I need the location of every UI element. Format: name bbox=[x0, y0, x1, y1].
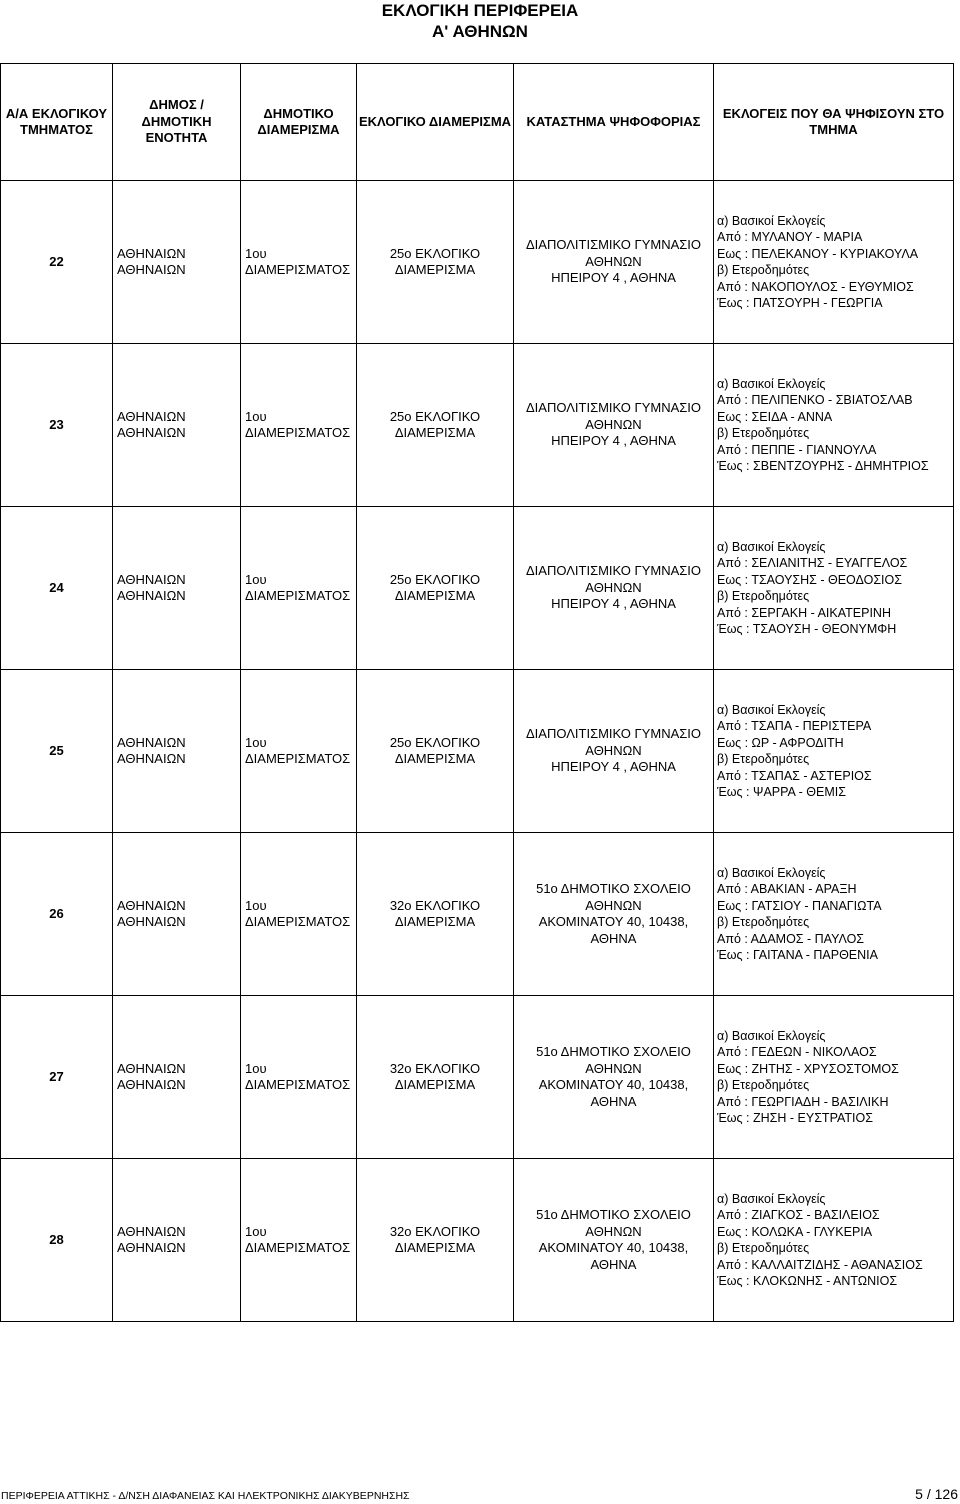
polling-station-cell-line: ΑΘΗΝΩΝ bbox=[585, 253, 642, 269]
electoral-district-cell bbox=[357, 181, 514, 344]
electoral-district-cell bbox=[357, 833, 514, 996]
voters-cell-line: β) Ετεροδημότες bbox=[717, 426, 810, 440]
municipality-cell bbox=[113, 996, 241, 1159]
section-number: 27 bbox=[1, 996, 113, 1159]
table-row bbox=[1, 833, 954, 996]
voters-cell-line: β) Ετεροδημότες bbox=[717, 589, 810, 603]
municipal-district-cell bbox=[241, 507, 357, 670]
polling-station-cell-line: ΗΠΕΙΡΟΥ 4 , ΑΘΗΝΑ bbox=[551, 596, 676, 612]
section-number: 26 bbox=[1, 833, 113, 996]
voters-cell-line: Έως : ΠΑΤΣΟΥΡΗ - ΓΕΩΡΓΙΑ bbox=[717, 296, 883, 310]
voters-cell-line: α) Βασικοί Εκλογείς bbox=[717, 1028, 826, 1043]
voters-cell-line: Εως : ΓΑΤΣΙΟΥ - ΠΑΝΑΓΙΩΤΑ bbox=[717, 898, 882, 913]
table-header-row bbox=[1, 64, 954, 181]
municipality-cell bbox=[113, 344, 241, 507]
municipality-cell bbox=[113, 181, 241, 344]
electoral-district-cell bbox=[357, 996, 514, 1159]
voters-cell-line: Εως : ΖΗΤΗΣ - ΧΡΥΣΟΣΤΟΜΟΣ bbox=[717, 1061, 899, 1076]
municipal-district-cell bbox=[241, 996, 357, 1159]
polling-station-cell-line: ΑΘΗΝΩΝ bbox=[585, 579, 642, 595]
voters-cell bbox=[714, 181, 954, 344]
municipal-district-cell-line: ΔΙΑΜΕΡΙΣΜΑΤΟΣ bbox=[245, 262, 351, 277]
footer-organization: ΠΕΡΙΦΕΡΕΙΑ ΑΤΤΙΚΗΣ - Δ/ΝΣΗ ΔΙΑΦΑΝΕΙΑΣ ΚΑΙ ΗΛΕΚΤΡΟΝΙΚΗΣ ΔΙΑΚΥΒΕΡΝΗΣΗΣ bbox=[1, 1490, 410, 1502]
voters-cell-line: Από : ΑΔΑΜΟΣ - ΠΑΥΛΟΣ bbox=[717, 931, 865, 946]
voters-cell-line: Από : ΤΣΑΠΑΣ - ΑΣΤΕΡΙΟΣ bbox=[717, 768, 872, 783]
polling-station-cell bbox=[514, 181, 714, 344]
polling-station-cell-line: ΑΘΗΝΩΝ bbox=[585, 742, 642, 758]
page-subtitle: Α' ΑΘΗΝΩΝ bbox=[432, 22, 528, 41]
voters-cell-line: Από : ΓΕΩΡΓΙΑΔΗ - ΒΑΣΙΛΙΚΗ bbox=[717, 1094, 889, 1109]
municipal-district-cell bbox=[241, 670, 357, 833]
voters-cell-line: Από : ΝΑΚΟΠΟΥΛΟΣ - ΕΥΘΥΜΙΟΣ bbox=[717, 279, 914, 294]
table-row bbox=[1, 344, 954, 507]
municipal-district-cell-line: ΔΙΑΜΕΡΙΣΜΑΤΟΣ bbox=[245, 425, 351, 440]
header-municipality: ΔΗΜΟΣ / ΔΗΜΟΤΙΚΗ ΕΝΟΤΗΤΑ bbox=[113, 64, 241, 181]
header-section-number: Α/Α ΕΚΛΟΓΙΚΟΥ ΤΜΗΜΑΤΟΣ bbox=[1, 64, 113, 181]
polling-station-cell bbox=[514, 344, 714, 507]
voters-cell-line: Από : ΣΕΛΙΑΝΙΤΗΣ - ΕΥΑΓΓΕΛΟΣ bbox=[717, 556, 908, 570]
voters-cell-line: Εως : ΣΕΙΔΑ - ΑΝΝΑ bbox=[717, 409, 833, 424]
electoral-district-cell-line: ΔΙΑΜΕΡΙΣΜΑ bbox=[394, 1077, 476, 1092]
electoral-district-cell bbox=[357, 344, 514, 507]
polling-station-cell-line: ΑΘΗΝΩΝ bbox=[585, 897, 642, 913]
municipality-cell-line: ΑΘΗΝΑΙΩΝ bbox=[117, 1060, 186, 1076]
municipality-cell-line: ΑΘΗΝΑΙΩΝ bbox=[117, 1240, 186, 1255]
polling-station-cell-line: ΑΘΗΝΑ bbox=[590, 1256, 637, 1272]
electoral-district-cell-line: ΔΙΑΜΕΡΙΣΜΑ bbox=[394, 751, 476, 766]
municipality-cell-line: ΑΘΗΝΑΙΩΝ bbox=[117, 897, 186, 913]
voters-cell-line: β) Ετεροδημότες bbox=[717, 752, 810, 766]
polling-station-cell-line: 51ο ΔΗΜΟΤΙΚΟ ΣΧΟΛΕΙΟ bbox=[536, 1044, 691, 1059]
voters-cell-line: Από : ΜΥΛΑΝΟΥ - ΜΑΡΙΑ bbox=[717, 230, 863, 244]
section-number: 25 bbox=[1, 670, 113, 833]
polling-station-cell-line: ΑΘΗΝΩΝ bbox=[585, 1060, 642, 1076]
electoral-district-cell-line: 25ο ΕΚΛΟΓΙΚΟ bbox=[389, 245, 481, 261]
municipal-district-cell-line: ΔΙΑΜΕΡΙΣΜΑΤΟΣ bbox=[245, 1240, 351, 1255]
municipal-district-cell-line: 1ου bbox=[245, 897, 267, 913]
voters-cell-line: β) Ετεροδημότες bbox=[717, 1078, 810, 1092]
municipality-cell-line: ΑΘΗΝΑΙΩΝ bbox=[117, 425, 186, 440]
municipality-cell-line: ΑΘΗΝΑΙΩΝ bbox=[117, 571, 186, 587]
voters-cell-line: Έως : ΣΒΕΝΤΖΟΥΡΗΣ - ΔΗΜΗΤΡΙΟΣ bbox=[717, 459, 929, 473]
voters-cell-line: α) Βασικοί Εκλογείς bbox=[717, 539, 826, 554]
municipality-cell bbox=[113, 670, 241, 833]
polling-station-cell-line: ΑΘΗΝΑ bbox=[590, 1093, 637, 1109]
polling-station-cell bbox=[514, 1159, 714, 1322]
polling-station-cell-line: 51ο ΔΗΜΟΤΙΚΟ ΣΧΟΛΕΙΟ bbox=[536, 1207, 691, 1222]
table-row bbox=[1, 507, 954, 670]
page-title: ΕΚΛΟΓΙΚΗ ΠΕΡΙΦΕΡΕΙΑ bbox=[381, 1, 579, 20]
voters-cell-line: Από : ΠΕΠΠΕ - ΓΙΑΝΝΟΥΛΑ bbox=[717, 442, 877, 457]
polling-station-cell-line: ΑΘΗΝΩΝ bbox=[585, 416, 642, 432]
municipality-cell-line: ΑΘΗΝΑΙΩΝ bbox=[117, 245, 186, 261]
municipality-cell-line: ΑΘΗΝΑΙΩΝ bbox=[117, 588, 186, 603]
polling-station-cell-line: ΗΠΕΙΡΟΥ 4 , ΑΘΗΝΑ bbox=[551, 270, 676, 286]
header-electoral-district: ΕΚΛΟΓΙΚΟ ΔΙΑΜΕΡΙΣΜΑ bbox=[357, 64, 514, 181]
municipal-district-cell-line: 1ου bbox=[245, 571, 267, 587]
voters-cell-line: α) Βασικοί Εκλογείς bbox=[717, 702, 826, 717]
voters-cell-line: Εως : ΩΡ - ΑΦΡΟΔΙΤΗ bbox=[717, 735, 844, 750]
municipal-district-cell-line: ΔΙΑΜΕΡΙΣΜΑΤΟΣ bbox=[245, 914, 351, 929]
polling-station-cell-line: ΑΘΗΝΑ bbox=[590, 930, 637, 946]
voters-cell-line: β) Ετεροδημότες bbox=[717, 1241, 810, 1255]
municipality-cell-line: ΑΘΗΝΑΙΩΝ bbox=[117, 1223, 186, 1239]
voters-cell-line: Έως : ΤΣΑΟΥΣΗ - ΘΕΟΝΥΜΦΗ bbox=[717, 622, 897, 636]
polling-station-cell-line: ΔΙΑΠΟΛΙΤΙΣΜΙΚΟ ΓΥΜΝΑΣΙΟ bbox=[525, 237, 702, 253]
electoral-district-cell-line: ΔΙΑΜΕΡΙΣΜΑ bbox=[394, 588, 476, 603]
voters-cell-line: α) Βασικοί Εκλογείς bbox=[717, 376, 826, 391]
electoral-district-cell-line: 25ο ΕΚΛΟΓΙΚΟ bbox=[389, 571, 481, 587]
voters-cell-line: Από : ΑΒΑΚΙΑΝ - ΑΡΑΞΗ bbox=[717, 882, 857, 896]
section-number: 28 bbox=[1, 1159, 113, 1322]
voters-cell-line: Από : ΤΣΑΠΑ - ΠΕΡΙΣΤΕΡΑ bbox=[717, 719, 872, 733]
voters-cell bbox=[714, 833, 954, 996]
voters-cell-line: Από : ΚΑΛΛΑΙΤΖΙΔΗΣ - ΑΘΑΝΑΣΙΟΣ bbox=[717, 1257, 923, 1272]
municipal-district-cell-line: 1ου bbox=[245, 1060, 267, 1076]
electoral-district-cell-line: 25ο ΕΚΛΟΓΙΚΟ bbox=[389, 734, 481, 750]
voters-cell-line: Εως : ΠΕΛΕΚΑΝΟΥ - ΚΥΡΙΑΚΟΥΛΑ bbox=[717, 246, 919, 261]
municipality-cell bbox=[113, 833, 241, 996]
municipality-cell bbox=[113, 1159, 241, 1322]
voters-cell-line: Από : ΠΕΛΙΠΕΝΚΟ - ΣΒΙΑΤΟΣΛΑΒ bbox=[717, 393, 913, 407]
electoral-district-cell-line: ΔΙΑΜΕΡΙΣΜΑ bbox=[394, 1240, 476, 1255]
electoral-district-cell-line: ΔΙΑΜΕΡΙΣΜΑ bbox=[394, 914, 476, 929]
polling-station-cell-line: ΑΚΟΜΙΝΑΤΟΥ 40, 10438, bbox=[538, 1077, 689, 1092]
table-row bbox=[1, 1159, 954, 1322]
header-voters: ΕΚΛΟΓΕΙΣ ΠΟΥ ΘΑ ΨΗΦΙΣΟΥΝ ΣΤΟ ΤΜΗΜΑ bbox=[714, 64, 954, 181]
table-row bbox=[1, 181, 954, 344]
voters-cell-line: Έως : ΚΛΟΚΩΝΗΣ - ΑΝΤΩΝΙΟΣ bbox=[717, 1274, 898, 1288]
table-row bbox=[1, 670, 954, 833]
voters-cell-line: Από : ΖΙΑΓΚΟΣ - ΒΑΣΙΛΕΙΟΣ bbox=[717, 1208, 880, 1222]
voters-cell-line: α) Βασικοί Εκλογείς bbox=[717, 865, 826, 880]
voters-cell-line: β) Ετεροδημότες bbox=[717, 915, 810, 929]
voters-cell-line: Εως : ΚΟΛΩΚΑ - ΓΛΥΚΕΡΙΑ bbox=[717, 1224, 873, 1239]
polling-station-cell-line: ΔΙΑΠΟΛΙΤΙΣΜΙΚΟ ΓΥΜΝΑΣΙΟ bbox=[525, 400, 702, 416]
municipality-cell-line: ΑΘΗΝΑΙΩΝ bbox=[117, 408, 186, 424]
polling-stations-table bbox=[0, 63, 954, 1322]
electoral-district-cell-line: ΔΙΑΜΕΡΙΣΜΑ bbox=[394, 262, 476, 277]
municipal-district-cell bbox=[241, 344, 357, 507]
polling-station-cell-line: 51ο ΔΗΜΟΤΙΚΟ ΣΧΟΛΕΙΟ bbox=[536, 881, 691, 896]
voters-cell bbox=[714, 507, 954, 670]
polling-station-cell bbox=[514, 670, 714, 833]
polling-station-cell-line: ΔΙΑΠΟΛΙΤΙΣΜΙΚΟ ΓΥΜΝΑΣΙΟ bbox=[525, 563, 702, 579]
polling-station-cell-line: ΗΠΕΙΡΟΥ 4 , ΑΘΗΝΑ bbox=[551, 433, 676, 449]
polling-station-cell-line: ΑΚΟΜΙΝΑΤΟΥ 40, 10438, bbox=[538, 1240, 689, 1255]
section-number: 24 bbox=[1, 507, 113, 670]
municipal-district-cell-line: ΔΙΑΜΕΡΙΣΜΑΤΟΣ bbox=[245, 588, 351, 603]
municipal-district-cell bbox=[241, 833, 357, 996]
polling-station-cell bbox=[514, 507, 714, 670]
polling-station-cell-line: ΑΘΗΝΩΝ bbox=[585, 1223, 642, 1239]
table-row bbox=[1, 996, 954, 1159]
municipal-district-cell-line: ΔΙΑΜΕΡΙΣΜΑΤΟΣ bbox=[245, 751, 351, 766]
polling-station-cell-line: ΔΙΑΠΟΛΙΤΙΣΜΙΚΟ ΓΥΜΝΑΣΙΟ bbox=[525, 726, 702, 742]
header-polling-station: ΚΑΤΑΣΤΗΜΑ ΨΗΦΟΦΟΡΙΑΣ bbox=[514, 64, 714, 181]
municipal-district-cell-line: 1ου bbox=[245, 245, 267, 261]
voters-cell-line: β) Ετεροδημότες bbox=[717, 263, 810, 277]
municipal-district-cell bbox=[241, 1159, 357, 1322]
municipal-district-cell-line: 1ου bbox=[245, 734, 267, 750]
polling-station-cell-line: ΗΠΕΙΡΟΥ 4 , ΑΘΗΝΑ bbox=[551, 759, 676, 775]
section-number: 22 bbox=[1, 181, 113, 344]
municipal-district-cell-line: 1ου bbox=[245, 408, 267, 424]
voters-cell bbox=[714, 344, 954, 507]
section-number: 23 bbox=[1, 344, 113, 507]
electoral-district-cell bbox=[357, 670, 514, 833]
electoral-district-cell-line: 32ο ΕΚΛΟΓΙΚΟ bbox=[389, 1060, 481, 1076]
municipality-cell-line: ΑΘΗΝΑΙΩΝ bbox=[117, 914, 186, 929]
voters-cell-line: Έως : ΨΑΡΡΑ - ΘΕΜΙΣ bbox=[717, 785, 846, 799]
voters-cell-line: Από : ΓΕΔΕΩΝ - ΝΙΚΟΛΑΟΣ bbox=[717, 1045, 877, 1059]
voters-cell-line: Από : ΣΕΡΓΑΚΗ - ΑΙΚΑΤΕΡΙΝΗ bbox=[717, 605, 891, 620]
electoral-district-cell-line: 32ο ΕΚΛΟΓΙΚΟ bbox=[389, 897, 481, 913]
header-municipal-district: ΔΗΜΟΤΙΚΟ ΔΙΑΜΕΡΙΣΜΑ bbox=[241, 64, 357, 181]
municipal-district-cell-line: ΔΙΑΜΕΡΙΣΜΑΤΟΣ bbox=[245, 1077, 351, 1092]
electoral-district-cell bbox=[357, 507, 514, 670]
electoral-district-cell-line: 32ο ΕΚΛΟΓΙΚΟ bbox=[389, 1223, 481, 1239]
voters-cell-line: α) Βασικοί Εκλογείς bbox=[717, 213, 826, 228]
voters-cell-line: α) Βασικοί Εκλογείς bbox=[717, 1191, 826, 1206]
voters-cell-line: Εως : ΤΣΑΟΥΣΗΣ - ΘΕΟΔΟΣΙΟΣ bbox=[717, 572, 902, 587]
voters-cell bbox=[714, 1159, 954, 1322]
polling-station-cell bbox=[514, 833, 714, 996]
municipality-cell-line: ΑΘΗΝΑΙΩΝ bbox=[117, 734, 186, 750]
municipal-district-cell-line: 1ου bbox=[245, 1223, 267, 1239]
page-number: 5 / 126 bbox=[915, 1486, 958, 1502]
voters-cell-line: Έως : ΖΗΣΗ - ΕΥΣΤΡΑΤΙΟΣ bbox=[717, 1111, 873, 1125]
municipality-cell-line: ΑΘΗΝΑΙΩΝ bbox=[117, 1077, 186, 1092]
polling-station-cell bbox=[514, 996, 714, 1159]
municipal-district-cell bbox=[241, 181, 357, 344]
polling-station-cell-line: ΑΚΟΜΙΝΑΤΟΥ 40, 10438, bbox=[538, 914, 689, 929]
voters-cell bbox=[714, 670, 954, 833]
electoral-district-cell-line: ΔΙΑΜΕΡΙΣΜΑ bbox=[394, 425, 476, 440]
voters-cell bbox=[714, 996, 954, 1159]
municipality-cell bbox=[113, 507, 241, 670]
electoral-district-cell-line: 25ο ΕΚΛΟΓΙΚΟ bbox=[389, 408, 481, 424]
municipality-cell-line: ΑΘΗΝΑΙΩΝ bbox=[117, 751, 186, 766]
electoral-district-cell bbox=[357, 1159, 514, 1322]
municipality-cell-line: ΑΘΗΝΑΙΩΝ bbox=[117, 262, 186, 277]
voters-cell-line: Έως : ΓΑΙΤΑΝΑ - ΠΑΡΘΕΝΙΑ bbox=[717, 948, 878, 962]
